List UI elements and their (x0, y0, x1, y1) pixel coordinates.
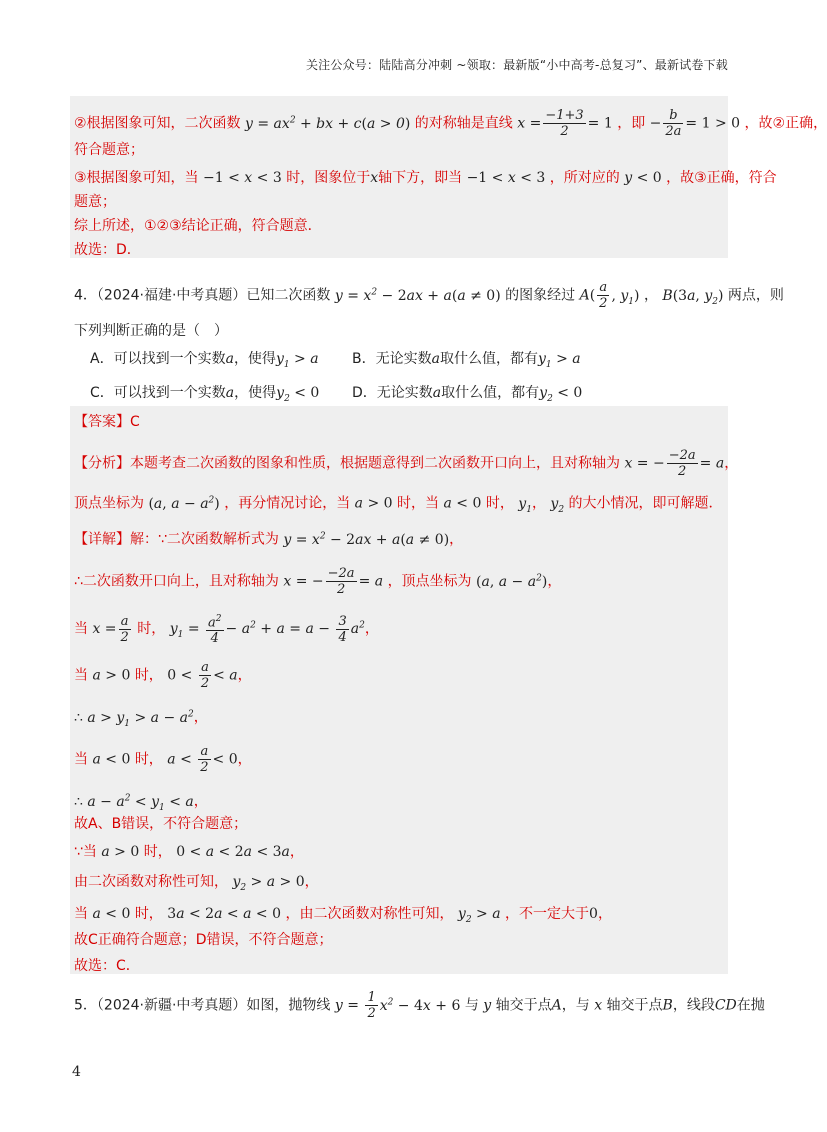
detail-line-4: 当 a > 0 时， 0 < $\frac{a}{2}$ < a， (74, 660, 252, 691)
detail-line-13: 故选：C． (74, 958, 140, 974)
prev-line-4: 题意； (74, 194, 116, 210)
detail-line-6: 当 a < 0 时， a < $\frac{a}{2}$ < 0， (74, 744, 252, 775)
q5-stem: 5．（2024·新疆·中考真题）如图，抛物线 y = $\frac{1}{2}$ $x^2 - 4x + 6$ 与 y 轴交于点A，与 x 轴交于点B，线段CD在抛 (74, 990, 765, 1021)
detail-line-5: ∴ $a > y_1 > a - a^2$， (74, 709, 208, 729)
q4-option-c: C．可以找到一个实数a，使得$y_2 < 0$ (90, 385, 320, 404)
page-header: 关注公众号：陆陆高分冲刺 ~领取：最新版“小中高考-总复习”、最新试卷下载 (305, 58, 728, 72)
prev-line-1: ②根据图象可知，二次函数 $y = ax^2$ + bx + c(a > 0) 的对称轴是直线 x = $\frac{-1+3}{2}$ = 1 ，即 − $\frac{b}{2a}$ = 1 > 0 ，故②正确， (74, 108, 827, 139)
q4-option-b: B．无论实数a取什么值，都有$y_1 > a$ (352, 351, 581, 370)
detail-line-2: ∴二次函数开口向上，且对称轴为 x = − $\frac{-2a}{2}$ = a ，顶点坐标为 (a, $a - a^2$)， (74, 566, 562, 597)
detail-line-3: 当 x = $\frac{a}{2}$ 时， $y_1$ = $\frac{a^2}{4}$ − $a^2 + a = a$ − $\frac{3}{4}$ $a^2$， (74, 613, 379, 647)
detail-line-9: ∵当 a > 0 时， 0 < a < 2a < 3a， (74, 844, 304, 860)
prev-line-5: 综上所述，①②③结论正确，符合题意． (74, 218, 322, 234)
detail-line-11: 当 a < 0 时， 3a < 2a < a < 0 ，由二次函数对称性可知， $y_2 > a$ ，不一定大于0， (74, 906, 612, 925)
prev-line-2: 符合题意； (74, 142, 144, 158)
prev-line-3: ③根据图象可知，当 −1 < x < 3 时，图象位于x轴下方，即当 −1 < x < 3 ，所对应的 y < 0 ，故③正确，符合 (74, 170, 777, 186)
prev-line-6: 故选：D． (74, 242, 141, 258)
detail-line-8: 故A、B错误，不符合题意； (74, 816, 248, 832)
q4-option-a: A．可以找到一个实数a，使得$y_1 > a$ (90, 351, 319, 370)
analysis-line-2: 顶点坐标为 (a, $a - a^2$) ，再分情况讨论，当 a > 0 时，当 a < 0 时， $y_1$， $y_2$ 的大小情况，即可解题． (74, 495, 723, 515)
q4-stem-2: 下列判断正确的是（ ） (74, 323, 228, 339)
answer-label: 【答案】C (74, 414, 140, 430)
detail-line-7: ∴ $a - a^2 < y_1 < a$， (74, 793, 208, 813)
analysis-line-1: 【分析】本题考查二次函数的图象和性质，根据题意得到二次函数开口向上，且对称轴为 x = − $\frac{-2a}{2}$ = a， (74, 448, 739, 479)
detail-line-10: 由二次函数对称性可知， $y_2 > a > 0$， (74, 874, 319, 893)
detail-line-12: 故C正确符合题意；D错误，不符合题意； (74, 932, 333, 948)
q4-option-d: D．无论实数a取什么值，都有$y_2 < 0$ (352, 385, 583, 404)
page-number: 4 (72, 1064, 81, 1080)
detail-line-1: 【详解】解：∵二次函数解析式为 $y = x^2 - 2ax + a(a \ne 0)$， (74, 531, 464, 548)
q4-stem: 4．（2024·福建·中考真题）已知二次函数 $y = x^2 - 2ax + a(a \ne 0)$ 的图象经过 A( $\frac{a}{2}$ , $y_1$) ， B(3a, $y_2$) 两点，则 (74, 280, 784, 311)
